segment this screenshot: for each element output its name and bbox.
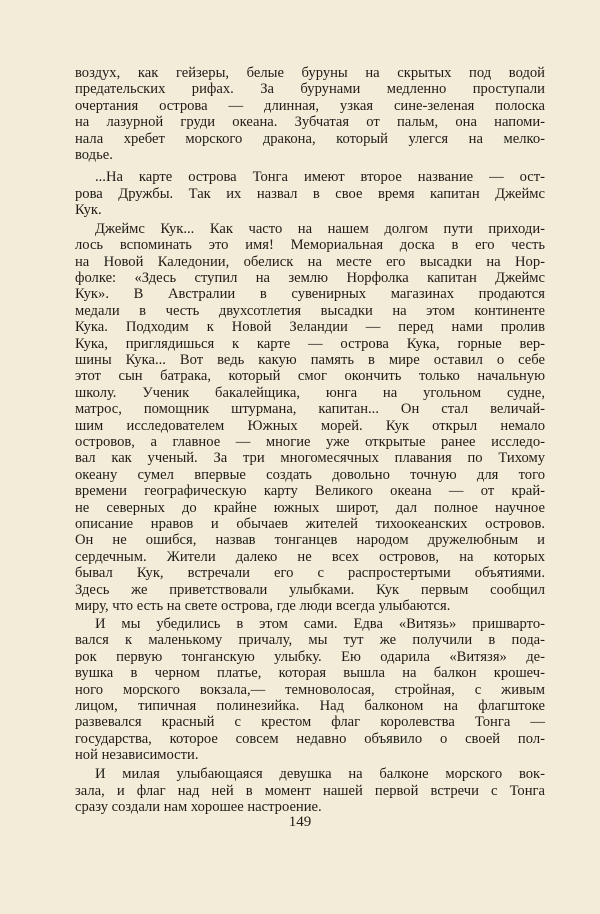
text-line: миру, что есть на свете острова, где люди всегда улыбаются. [75, 598, 451, 614]
text-line: островов, а главное — многие уже открытые ранее исследо- [75, 434, 545, 450]
text-line: шим исследователем Южных морей. Кук открыл немало [75, 417, 545, 434]
text-line: развевался красный с крестом флаг королевства Тонга — [75, 714, 545, 731]
text-line: рова Дружбы. Так их назвал в свое время капитан Джеймс [75, 185, 545, 202]
text-line: не северных до крайне южных широт, дал полное научное [75, 499, 545, 516]
text-line: Кук». В Австралии в сувенирных магазинах продаются [75, 286, 545, 303]
text-line: матрос, помощник штурмана, капитан... Он стал величай- [75, 401, 545, 418]
text-line: государства, которое совсем недавно объявило о своей пол- [75, 730, 545, 747]
text-line: ...На карте острова Тонга имеют второе название — ост- [95, 169, 545, 186]
text-line: зала, и флаг над ней в момент нашей первой встречи с Тонга [75, 782, 545, 799]
text-line: Кук. [75, 201, 102, 218]
text-line: Кука. Подходим к Новой Зеландии — перед нами пролив [75, 319, 545, 336]
text-line: океану сумел впервые создать довольно точную для того [75, 466, 545, 483]
text-line: воздух, как гейзеры, белые буруны на скрытых под водой [75, 65, 545, 81]
text-line: сразу создали нам хорошее настроение. [75, 798, 322, 815]
text-line: Кука, приглядишься к карте — острова Кука, горные вер- [75, 335, 545, 352]
text-line: Здесь же приветствовали улыбками. Кук первым сообщил [75, 581, 545, 598]
text-line: лось вспоминать это имя! Мемориальная доска в его честь [75, 237, 545, 254]
text-line: лицом, типичная полинезийка. Над балконом на флагштоке [75, 698, 545, 714]
text-line: этот сын батрака, который смог окончить только начальную [75, 368, 545, 385]
text-line: на Новой Каледонии, обелиск на месте его высадки на Нор- [75, 253, 545, 270]
text-line: времени географическую карту Великого океана — от край- [75, 483, 545, 500]
text-line: бывал Кук, встречали его с распростертыми объятиями. [75, 565, 545, 582]
text-line: очертания острова — длинная, узкая сине-зеленая полоска [75, 97, 545, 114]
text-line: фолке: «Здесь ступил на землю Норфолка капитан Джеймс [75, 270, 545, 286]
text-line: шины Кука... Вот ведь какую память в мире оставил о себе [75, 352, 545, 368]
page-number: 149 [288, 814, 312, 830]
text-line: медали в честь двухсотлетия высадки на этом континенте [75, 302, 545, 319]
text-line: на лазурной груди океана. Зубчатая от пальм, она напоми- [75, 114, 545, 131]
text-line: Он не ошибся, назвав тонганцев народом дружелюбным и [75, 532, 545, 549]
text-line: предательских рифах. За бурунами медленно проступали [75, 81, 545, 98]
text-line: вушка в черном платье, которая вышла на балкон крошеч- [75, 665, 545, 682]
text-line: вался к маленькому причалу, мы тут же получили в пода- [75, 632, 545, 649]
text-line: вал как ученый. За три многомесячных плавания по Тихому [75, 450, 545, 467]
text-line: ного морского вокзала,— темноволосая, стройная, с живым [75, 681, 545, 698]
text-line: Джеймс Кук... Как часто на нашем долгом пути приходи- [95, 220, 545, 237]
text-line: И милая улыбающаяся девушка на балконе морского вок- [95, 766, 545, 783]
text-line: нала хребет морского дракона, который улегся на мелко- [75, 130, 545, 147]
text-line: рок первую тонганскую улыбку. Ею одарила «Витязя» де- [75, 648, 545, 665]
text-line: И мы убедились в этом сами. Едва «Витязь» пришварто- [95, 616, 545, 632]
text-line: школу. Ученик бакалейщика, юнга на угольном судне, [75, 384, 545, 401]
text-line: описание нравов и обычаев жителей тихоокеанских островов. [75, 516, 545, 532]
text-line: водье. [75, 147, 113, 163]
text-line: сердечным. Жители далеко не всех островов, на которых [75, 548, 545, 565]
text-line: ной независимости. [75, 747, 199, 764]
